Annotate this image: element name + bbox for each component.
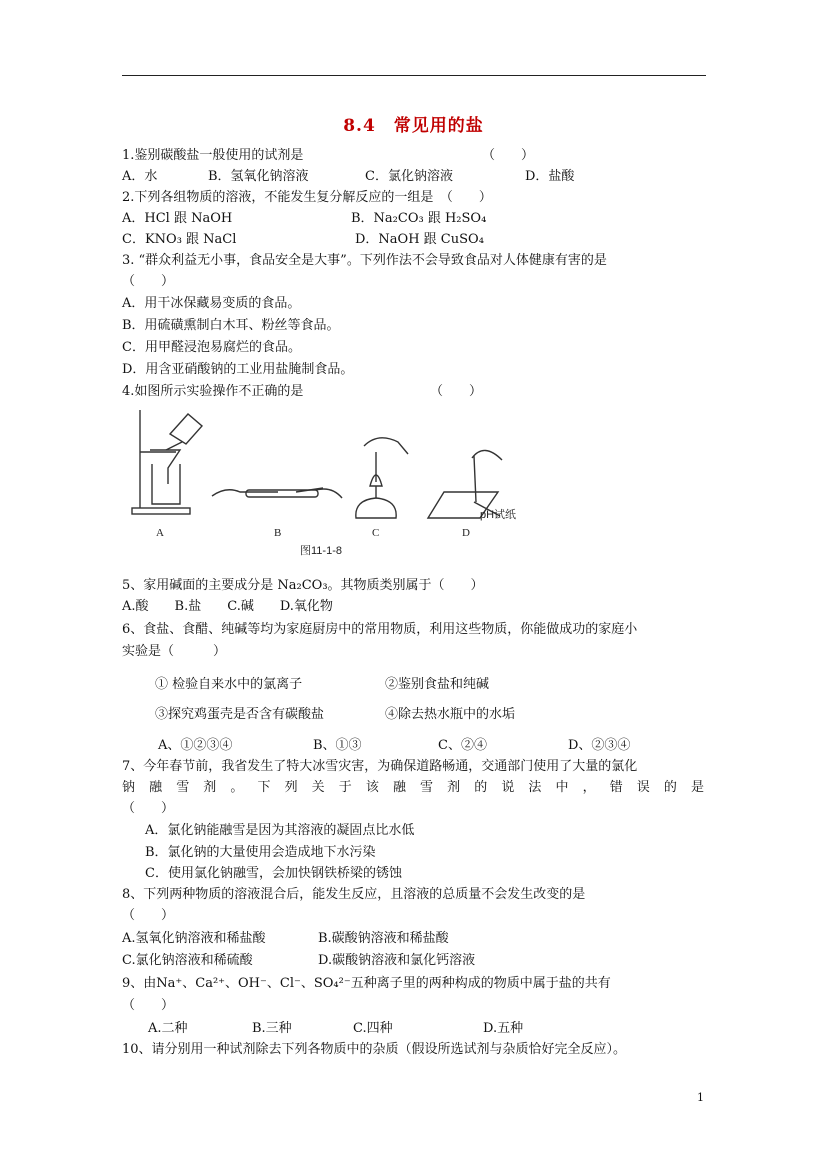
alcohol-lamp-apparatus — [356, 438, 408, 518]
q4-paren: （ ） — [430, 384, 483, 399]
filtration-apparatus — [132, 410, 202, 514]
q6-option-a: A、①②③④ — [158, 738, 233, 753]
q7-option-c: C．使用氯化钠融雪，会加快钢铁桥梁的锈蚀 — [145, 866, 402, 881]
q1-option-b: B．氢氧化钠溶液 — [208, 169, 309, 184]
q6-item-1: ① 检验自来水中的氯离子 — [155, 677, 303, 692]
q2-option-d: D．NaOH 跟 CuSO₄ — [355, 232, 484, 247]
q3-paren: （ ） — [122, 274, 175, 289]
q8-stem: 8、下列两种物质的溶液混合后，能发生反应，且溶液的总质量不会发生改变的是 — [122, 887, 586, 902]
test-tube-apparatus — [212, 488, 342, 498]
q7-option-b: B．氯化钠的大量使用会造成地下水污染 — [145, 845, 376, 860]
ph-paper-apparatus — [428, 450, 502, 518]
q6-item-3: ③探究鸡蛋壳是否含有碳酸盐 — [155, 707, 325, 722]
q2-stem: 2.下列各组物质的溶液，不能发生复分解反应的一组是 （ ） — [122, 190, 492, 205]
q9-paren: （ ） — [122, 998, 175, 1013]
q1-stem: 1.鉴别碳酸盐一般使用的试剂是 — [122, 148, 304, 163]
q7-stem: 7、今年春节前，我省发生了特大冰雪灾害，为确保道路畅通，交通部门使用了大量的氯化 — [122, 759, 638, 774]
lab-operation-figure — [128, 406, 558, 566]
q8-option-a: A.氢氧化钠溶液和稀盐酸 — [122, 931, 266, 946]
q9-option-a: A.二种 — [148, 1021, 188, 1036]
q6-item-4: ④除去热水瓶中的水垢 — [385, 707, 516, 722]
q2-option-b: B．Na₂CO₃ 跟 H₂SO₄ — [351, 211, 487, 226]
q1-option-a: A．水 — [122, 169, 158, 184]
page-title: 8.4 常见用的盐 — [343, 116, 484, 136]
q3-option-d: D．用含亚硝酸钠的工业用盐腌制食品。 — [122, 362, 354, 377]
q8-option-d: D.碳酸钠溶液和氯化钙溶液 — [318, 953, 476, 968]
q7-stem-2: 钠融雪剂。下列关于该融雪剂的说法中，错误的是 — [122, 780, 706, 795]
q10-stem: 10、请分别用一种试剂除去下列各物质中的杂质（假设所选试剂与杂质恰好完全反应）。 — [122, 1042, 627, 1057]
q8-option-c: C.氯化钠溶液和稀硫酸 — [122, 953, 253, 968]
figure-caption: 图11-1-8 — [300, 545, 342, 557]
page-number: 1 — [697, 1091, 704, 1104]
q9-option-b: B.三种 — [252, 1021, 292, 1036]
q8-paren: （ ） — [122, 908, 175, 923]
q6-stem-2: 实验是（ ） — [122, 644, 227, 659]
q3-option-a: A．用干冰保藏易变质的食品。 — [122, 296, 301, 311]
fig-label-a: A — [156, 527, 164, 539]
q5-options: A.酸 B.盐 C.碱 D.氧化物 — [122, 599, 333, 614]
q3-option-c: C．用甲醛浸泡易腐烂的食品。 — [122, 340, 301, 355]
q7-option-a: A．氯化钠能融雪是因为其溶液的凝固点比水低 — [145, 823, 415, 838]
q1-option-c: C．氯化钠溶液 — [365, 169, 453, 184]
q4-stem: 4.如图所示实验操作不正确的是 — [122, 384, 304, 399]
q6-option-d: D、②③④ — [568, 738, 631, 753]
q6-item-2: ②鉴别食盐和纯碱 — [385, 677, 490, 692]
fig-label-d: D — [462, 527, 470, 539]
q8-option-b: B.碳酸钠溶液和稀盐酸 — [318, 931, 449, 946]
header-rule — [122, 75, 706, 76]
q9-option-c: C.四种 — [353, 1021, 393, 1036]
ph-paper-label: pH试纸 — [480, 509, 517, 521]
q7-paren: （ ） — [122, 801, 175, 816]
fig-label-c: C — [372, 527, 380, 539]
q1-paren: （ ） — [482, 148, 535, 163]
q2-option-a: A．HCl 跟 NaOH — [122, 211, 233, 226]
q3-stem: 3. “群众利益无小事，食品安全是大事”。下列作法不会导致食品对人体健康有害的是 — [122, 253, 607, 268]
q9-option-d: D.五种 — [483, 1021, 524, 1036]
q1-option-d: D．盐酸 — [525, 169, 575, 184]
q9-stem: 9、由Na⁺、Ca²⁺、OH⁻、Cl⁻、SO₄²⁻五种离子里的两种构成的物质中属于盐的共有 — [122, 976, 611, 991]
q2-option-c: C．KNO₃ 跟 NaCl — [122, 232, 237, 247]
q6-option-c: C、②④ — [438, 738, 487, 753]
q5-stem: 5、家用碱面的主要成分是 Na₂CO₃。其物质类别属于（ ） — [122, 578, 484, 593]
fig-label-b: B — [274, 527, 282, 539]
q3-option-b: B．用硫磺熏制白木耳、粉丝等食品。 — [122, 318, 340, 333]
q6-stem: 6、食盐、食醋、纯碱等均为家庭厨房中的常用物质，利用这些物质，你能做成功的家庭小 — [122, 622, 638, 637]
q6-option-b: B、①③ — [313, 738, 362, 753]
